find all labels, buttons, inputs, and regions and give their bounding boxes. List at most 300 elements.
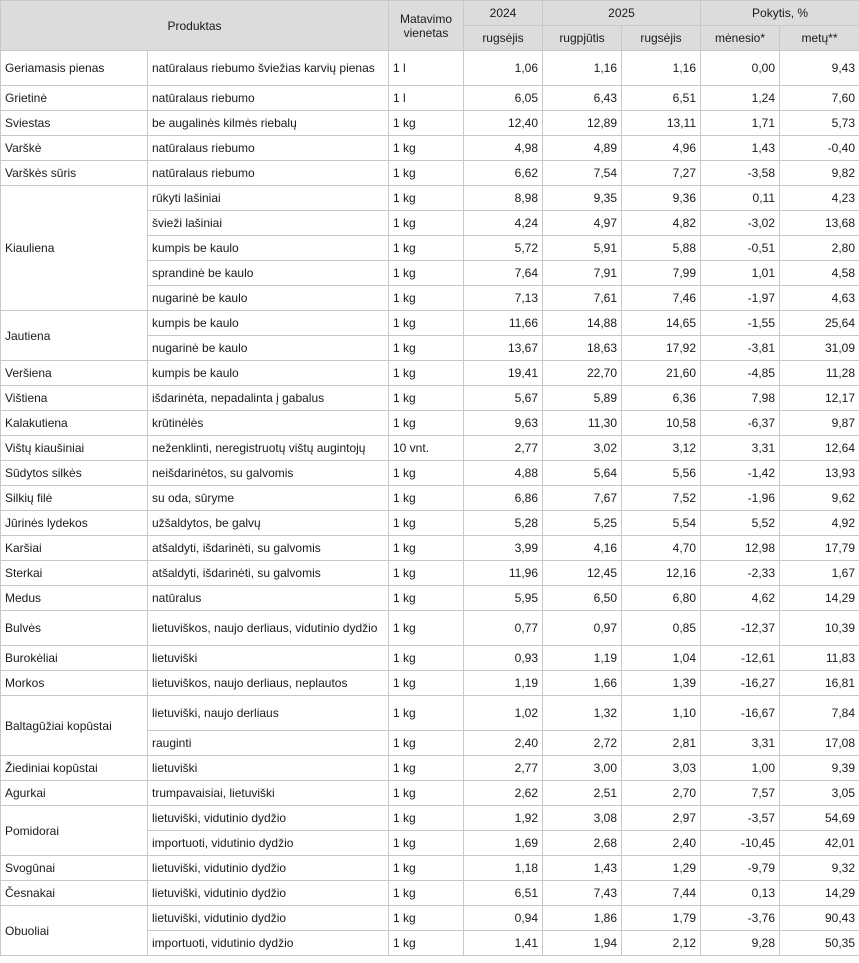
table-row [1,806,859,831]
value-2025-september: 21,60 [622,361,701,386]
value-2025-september: 1,04 [622,646,701,671]
product-description: užšaldytos, be galvų [148,511,389,536]
table-row [1,161,859,186]
unit-cell: 1 kg [389,336,464,361]
change-month: -3,02 [701,211,780,236]
unit-cell: 1 kg [389,831,464,856]
unit-cell: 1 kg [389,756,464,781]
value-2025-august: 1,94 [543,931,622,956]
value-2024-september: 5,67 [464,386,543,411]
table-row [1,756,859,781]
change-year: 9,82 [780,161,859,186]
change-month: 9,28 [701,931,780,956]
table-row [1,511,859,536]
table-row [1,486,859,511]
value-2024-september: 12,40 [464,111,543,136]
value-2025-august: 2,72 [543,731,622,756]
value-2024-september: 6,86 [464,486,543,511]
change-year: 4,23 [780,186,859,211]
value-2025-august: 9,35 [543,186,622,211]
change-year: 4,92 [780,511,859,536]
product-name: Kalakutiena [1,411,148,436]
change-month: -3,57 [701,806,780,831]
unit-cell: 1 l [389,86,464,111]
value-2025-september: 7,52 [622,486,701,511]
product-description: nugarinė be kaulo [148,336,389,361]
product-name: Pomidorai [1,806,148,856]
product-description: rauginti [148,731,389,756]
product-description: lietuviški, vidutinio dydžio [148,881,389,906]
product-name: Kiauliena [1,186,148,311]
value-2025-september: 6,51 [622,86,701,111]
table-row [1,361,859,386]
value-2025-september: 5,56 [622,461,701,486]
unit-cell: 1 kg [389,586,464,611]
value-2025-september: 2,97 [622,806,701,831]
value-2025-august: 3,02 [543,436,622,461]
product-description: lietuviškos, naujo derliaus, neplautos [148,671,389,696]
change-year: 1,67 [780,561,859,586]
change-month: 0,00 [701,51,780,86]
unit-cell: 1 kg [389,611,464,646]
change-year: 54,69 [780,806,859,831]
change-year: 11,83 [780,646,859,671]
table-row [1,136,859,161]
value-2024-september: 6,62 [464,161,543,186]
product-name: Grietinė [1,86,148,111]
value-2025-august: 7,91 [543,261,622,286]
value-2024-september: 8,98 [464,186,543,211]
value-2025-september: 0,85 [622,611,701,646]
value-2025-august: 5,64 [543,461,622,486]
unit-cell: 1 kg [389,461,464,486]
value-2025-august: 5,89 [543,386,622,411]
product-description: atšaldyti, išdarinėti, su galvomis [148,536,389,561]
change-year: 4,58 [780,261,859,286]
value-2025-august: 1,19 [543,646,622,671]
product-name: Jūrinės lydekos [1,511,148,536]
product-name: Burokėliai [1,646,148,671]
unit-cell: 1 kg [389,696,464,731]
value-2025-september: 10,58 [622,411,701,436]
value-2025-august: 1,86 [543,906,622,931]
value-2025-september: 4,96 [622,136,701,161]
change-year: 5,73 [780,111,859,136]
change-year: 14,29 [780,586,859,611]
change-month: 0,13 [701,881,780,906]
change-year: 7,60 [780,86,859,111]
value-2025-september: 14,65 [622,311,701,336]
value-2025-september: 17,92 [622,336,701,361]
value-2025-august: 1,66 [543,671,622,696]
change-month: 5,52 [701,511,780,536]
header-year-2024: 2024 [464,1,543,26]
unit-cell: 1 kg [389,286,464,311]
change-year: 13,93 [780,461,859,486]
change-month: -1,96 [701,486,780,511]
product-name: Agurkai [1,781,148,806]
product-description: importuoti, vidutinio dydžio [148,931,389,956]
value-2025-august: 4,16 [543,536,622,561]
table-row [1,436,859,461]
value-2024-september: 6,05 [464,86,543,111]
change-year: 25,64 [780,311,859,336]
change-month: -16,27 [701,671,780,696]
unit-cell: 1 kg [389,561,464,586]
product-description: lietuviški [148,756,389,781]
change-year: 2,80 [780,236,859,261]
table-row [1,856,859,881]
value-2025-september: 1,79 [622,906,701,931]
product-name: Obuoliai [1,906,148,956]
value-2024-september: 1,41 [464,931,543,956]
value-2025-august: 1,16 [543,51,622,86]
value-2025-august: 1,32 [543,696,622,731]
change-year: 10,39 [780,611,859,646]
value-2025-august: 4,97 [543,211,622,236]
value-2025-september: 7,46 [622,286,701,311]
product-description: kumpis be kaulo [148,236,389,261]
header-2025-september: rugsėjis [622,26,701,51]
value-2024-september: 1,19 [464,671,543,696]
product-description: importuoti, vidutinio dydžio [148,831,389,856]
value-2025-september: 3,03 [622,756,701,781]
value-2024-september: 1,69 [464,831,543,856]
unit-cell: 1 kg [389,881,464,906]
value-2024-september: 0,94 [464,906,543,931]
change-year: 31,09 [780,336,859,361]
change-month: 1,43 [701,136,780,161]
value-2025-september: 2,40 [622,831,701,856]
table-row [1,386,859,411]
product-description: sprandinė be kaulo [148,261,389,286]
value-2025-september: 7,44 [622,881,701,906]
unit-cell: 1 kg [389,186,464,211]
change-month: -3,76 [701,906,780,931]
change-month: -1,55 [701,311,780,336]
table-row [1,881,859,906]
value-2025-september: 6,80 [622,586,701,611]
table-row [1,906,859,931]
product-name: Svogūnai [1,856,148,881]
value-2025-august: 12,89 [543,111,622,136]
table-row [1,536,859,561]
change-year: 7,84 [780,696,859,731]
product-description: švieži lašiniai [148,211,389,236]
value-2024-september: 4,88 [464,461,543,486]
value-2025-august: 1,43 [543,856,622,881]
value-2024-september: 1,92 [464,806,543,831]
product-description: be augalinės kilmės riebalų [148,111,389,136]
value-2025-august: 5,91 [543,236,622,261]
value-2025-september: 1,39 [622,671,701,696]
value-2024-september: 0,93 [464,646,543,671]
table-row [1,111,859,136]
change-month: 1,00 [701,756,780,781]
header-change-year: metų** [780,26,859,51]
unit-cell: 1 kg [389,411,464,436]
value-2025-september: 5,54 [622,511,701,536]
change-month: -10,45 [701,831,780,856]
unit-cell: 1 kg [389,931,464,956]
change-year: 90,43 [780,906,859,931]
header-change: Pokytis, % [701,1,859,26]
value-2024-september: 13,67 [464,336,543,361]
table-row [1,461,859,486]
product-name: Morkos [1,671,148,696]
change-year: 11,28 [780,361,859,386]
change-year: 42,01 [780,831,859,856]
unit-cell: 1 kg [389,136,464,161]
value-2025-august: 7,67 [543,486,622,511]
product-name: Vištų kiaušiniai [1,436,148,461]
product-name: Geriamasis pienas [1,51,148,86]
value-2025-september: 2,12 [622,931,701,956]
table-row [1,646,859,671]
product-name: Varškė [1,136,148,161]
table-row [1,561,859,586]
table-body [1,51,859,956]
change-month: -12,37 [701,611,780,646]
table-row [1,311,859,336]
product-name: Žiediniai kopūstai [1,756,148,781]
product-name: Medus [1,586,148,611]
value-2025-august: 12,45 [543,561,622,586]
change-month: 12,98 [701,536,780,561]
header-year-2025: 2025 [543,1,701,26]
product-description: rūkyti lašiniai [148,186,389,211]
change-month: -0,51 [701,236,780,261]
table-row [1,696,859,731]
unit-cell: 1 kg [389,311,464,336]
change-month: -1,42 [701,461,780,486]
value-2025-september: 6,36 [622,386,701,411]
product-name: Sūdytos silkės [1,461,148,486]
unit-cell: 1 kg [389,536,464,561]
unit-cell: 1 kg [389,211,464,236]
unit-cell: 1 kg [389,236,464,261]
value-2025-august: 2,68 [543,831,622,856]
product-name: Baltagūžiai kopūstai [1,696,148,756]
change-month: -3,58 [701,161,780,186]
unit-cell: 10 vnt. [389,436,464,461]
value-2025-august: 4,89 [543,136,622,161]
product-name: Varškės sūris [1,161,148,186]
table-row [1,671,859,696]
change-month: 7,57 [701,781,780,806]
product-description: lietuviški, vidutinio dydžio [148,806,389,831]
value-2024-september: 1,06 [464,51,543,86]
change-month: 3,31 [701,731,780,756]
change-year: 17,08 [780,731,859,756]
change-month: -4,85 [701,361,780,386]
value-2024-september: 1,18 [464,856,543,881]
product-description: krūtinėlės [148,411,389,436]
change-year: 12,17 [780,386,859,411]
header-2024-september: rugsėjis [464,26,543,51]
change-year: 14,29 [780,881,859,906]
value-2025-august: 7,43 [543,881,622,906]
product-description: su oda, sūryme [148,486,389,511]
value-2025-september: 4,70 [622,536,701,561]
change-month: -12,61 [701,646,780,671]
value-2025-september: 9,36 [622,186,701,211]
value-2025-august: 11,30 [543,411,622,436]
value-2024-september: 4,98 [464,136,543,161]
unit-cell: 1 kg [389,906,464,931]
product-description: neženklinti, neregistruotų vištų augintojų [148,436,389,461]
value-2025-august: 6,50 [543,586,622,611]
value-2025-august: 2,51 [543,781,622,806]
product-name: Sviestas [1,111,148,136]
change-year: 9,87 [780,411,859,436]
value-2024-september: 2,77 [464,436,543,461]
change-year: 9,43 [780,51,859,86]
value-2025-august: 14,88 [543,311,622,336]
value-2025-september: 7,99 [622,261,701,286]
table-row [1,51,859,86]
change-year: 3,05 [780,781,859,806]
table-row [1,611,859,646]
change-month: -1,97 [701,286,780,311]
unit-cell: 1 kg [389,161,464,186]
unit-cell: 1 kg [389,671,464,696]
product-description: lietuviškos, naujo derliaus, vidutinio dydžio [148,611,389,646]
change-year: 12,64 [780,436,859,461]
product-description: nugarinė be kaulo [148,286,389,311]
value-2024-september: 19,41 [464,361,543,386]
change-month: -2,33 [701,561,780,586]
value-2025-september: 1,16 [622,51,701,86]
product-description: lietuviški, naujo derliaus [148,696,389,731]
table-row [1,186,859,211]
product-description: natūralaus riebumo [148,86,389,111]
product-description: natūralus [148,586,389,611]
value-2024-september: 1,02 [464,696,543,731]
value-2025-august: 3,00 [543,756,622,781]
change-month: -3,81 [701,336,780,361]
value-2025-september: 3,12 [622,436,701,461]
value-2025-september: 1,10 [622,696,701,731]
product-name: Silkių filė [1,486,148,511]
value-2024-september: 5,72 [464,236,543,261]
product-description: natūralaus riebumo [148,136,389,161]
change-year: 9,39 [780,756,859,781]
product-name: Jautiena [1,311,148,361]
change-year: 16,81 [780,671,859,696]
unit-cell: 1 kg [389,361,464,386]
product-description: kumpis be kaulo [148,311,389,336]
header-unit: Matavimo vienetas [389,1,464,51]
change-year: 4,63 [780,286,859,311]
value-2025-august: 6,43 [543,86,622,111]
value-2024-september: 7,13 [464,286,543,311]
value-2024-september: 0,77 [464,611,543,646]
product-name: Bulvės [1,611,148,646]
value-2024-september: 2,77 [464,756,543,781]
value-2024-september: 5,28 [464,511,543,536]
header-change-month: mėnesio* [701,26,780,51]
value-2024-september: 5,95 [464,586,543,611]
change-month: 1,71 [701,111,780,136]
unit-cell: 1 kg [389,856,464,881]
change-year: 50,35 [780,931,859,956]
table-row [1,781,859,806]
unit-cell: 1 kg [389,646,464,671]
value-2025-september: 7,27 [622,161,701,186]
change-year: 13,68 [780,211,859,236]
unit-cell: 1 kg [389,486,464,511]
header-2025-august: rugpjūtis [543,26,622,51]
product-description: lietuviški, vidutinio dydžio [148,906,389,931]
product-description: išdarinėta, nepadalinta į gabalus [148,386,389,411]
product-description: atšaldyti, išdarinėti, su galvomis [148,561,389,586]
table-row [1,586,859,611]
value-2025-september: 12,16 [622,561,701,586]
value-2025-august: 22,70 [543,361,622,386]
value-2024-september: 7,64 [464,261,543,286]
unit-cell: 1 kg [389,731,464,756]
change-year: 17,79 [780,536,859,561]
change-month: 1,01 [701,261,780,286]
value-2025-august: 7,61 [543,286,622,311]
value-2025-september: 4,82 [622,211,701,236]
change-month: -6,37 [701,411,780,436]
value-2024-september: 9,63 [464,411,543,436]
product-name: Sterkai [1,561,148,586]
value-2024-september: 11,96 [464,561,543,586]
value-2024-september: 6,51 [464,881,543,906]
change-month: -9,79 [701,856,780,881]
product-description: trumpavaisiai, lietuviški [148,781,389,806]
value-2025-august: 5,25 [543,511,622,536]
value-2024-september: 2,40 [464,731,543,756]
product-name: Vištiena [1,386,148,411]
value-2024-september: 4,24 [464,211,543,236]
change-month: 7,98 [701,386,780,411]
unit-cell: 1 kg [389,111,464,136]
value-2025-august: 18,63 [543,336,622,361]
value-2025-august: 7,54 [543,161,622,186]
unit-cell: 1 kg [389,781,464,806]
change-month: 3,31 [701,436,780,461]
unit-cell: 1 kg [389,806,464,831]
change-month: -16,67 [701,696,780,731]
product-description: lietuviški [148,646,389,671]
change-month: 4,62 [701,586,780,611]
value-2025-september: 5,88 [622,236,701,261]
value-2024-september: 2,62 [464,781,543,806]
value-2025-september: 13,11 [622,111,701,136]
change-year: -0,40 [780,136,859,161]
value-2025-september: 2,70 [622,781,701,806]
value-2025-august: 0,97 [543,611,622,646]
product-name: Česnakai [1,881,148,906]
unit-cell: 1 kg [389,511,464,536]
table-row [1,411,859,436]
product-description: natūralaus riebumo šviežias karvių pienas [148,51,389,86]
value-2025-september: 1,29 [622,856,701,881]
table-row [1,86,859,111]
value-2025-august: 3,08 [543,806,622,831]
product-name: Veršiena [1,361,148,386]
value-2024-september: 3,99 [464,536,543,561]
product-name: Karšiai [1,536,148,561]
change-year: 9,62 [780,486,859,511]
value-2024-september: 11,66 [464,311,543,336]
unit-cell: 1 l [389,51,464,86]
unit-cell: 1 kg [389,386,464,411]
